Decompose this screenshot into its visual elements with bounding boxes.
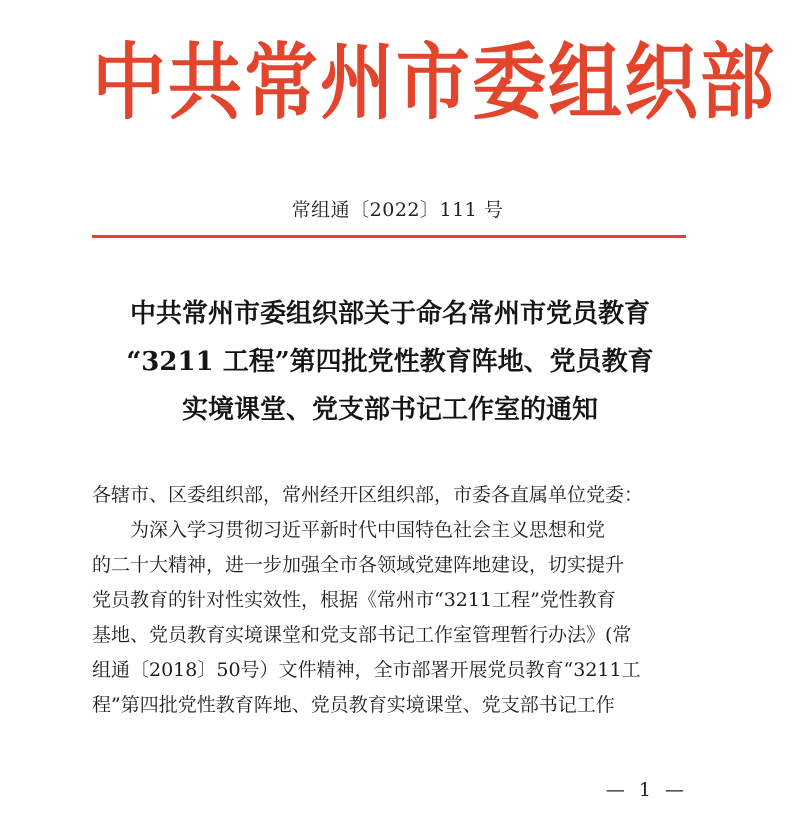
- masthead-title: 中共常州市委组织部: [92, 34, 776, 132]
- body-line: 党员教育的针对性实效性，根据《常州市“3211工程”党性教育: [92, 589, 616, 611]
- salutation: 各辖市、区委组织部，常州经开区组织部，市委各直属单位党委：: [92, 484, 644, 506]
- body-line: 程”第四批党性教育阵地、党员教育实境课堂、党支部书记工作: [92, 694, 615, 716]
- body-line: 为深入学习贯彻习近平新时代中国特色社会主义思想和党: [130, 519, 606, 541]
- body-line: 基地、党员教育实境课堂和党支部书记工作室管理暂行办法》(常: [92, 624, 632, 646]
- title-line-1: 中共常州市委组织部关于命名常州市党员教育: [129, 299, 650, 329]
- red-divider-line: [92, 235, 686, 238]
- title-line-3: 实境课堂、党支部书记工作室的通知: [181, 395, 598, 425]
- body-line: 的二十大精神，进一步加强全市各领域党建阵地建设，切实提升: [92, 554, 625, 576]
- page-number: — 1 —: [605, 779, 688, 801]
- title-line-2: “3211 工程”第四批党性教育阵地、党员教育: [126, 347, 654, 377]
- document-number: 常组通〔2022〕111 号: [291, 199, 504, 221]
- body-line: 组通〔2018〕50号）文件精神，全市部署开展党员教育“3211工: [92, 659, 641, 681]
- notice-title: [80, 290, 700, 434]
- body-text: [92, 478, 702, 723]
